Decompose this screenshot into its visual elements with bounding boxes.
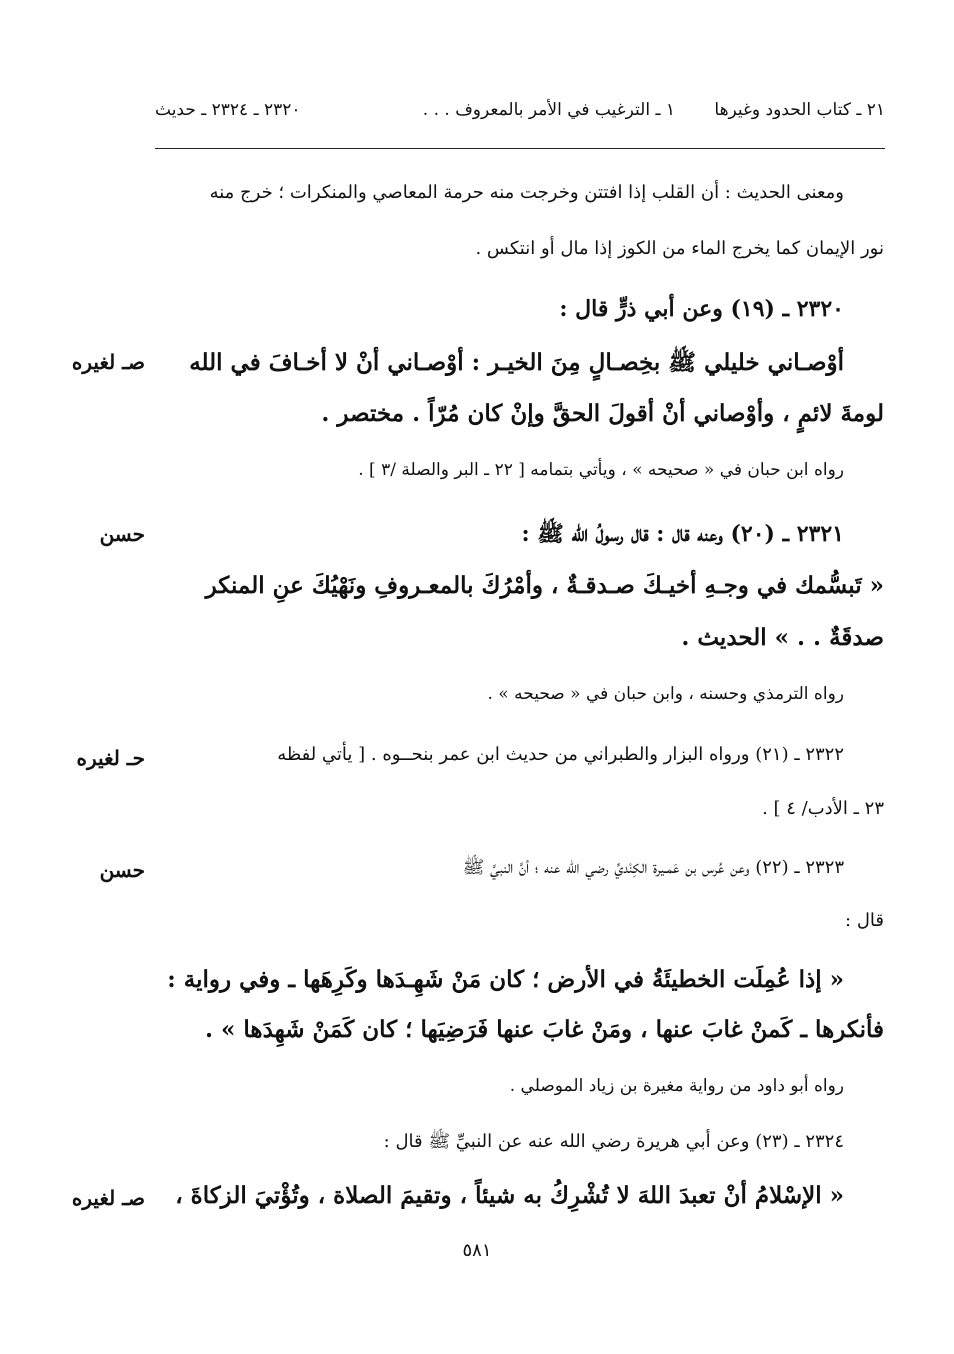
hadith-2321-text-2: صدقَةٌ . . » الحديث .: [681, 624, 884, 651]
hadith-2321-grade: حسن: [99, 522, 145, 546]
hadith-2322-line-2: ٢٣ ـ الأدب/ ٤ ] .: [762, 798, 884, 819]
hadith-range: ٢٣٢٠ ـ ٢٣٢٤ ـ حديث: [155, 100, 301, 120]
running-header: [155, 100, 885, 130]
hadith-2323-source: رواه أبو داود من رواية مغيرة بن زياد الموصلي .: [509, 1076, 844, 1096]
hadith-2320-text-2: لومةَ لائمٍ ، وأوْصاني أنْ أقولَ الحقَّ وإنْ كان مُرّاً . مختصر .: [321, 400, 884, 427]
section-title: ١ ـ الترغيب في الأمر بالمعروف . . .: [422, 100, 675, 120]
hadith-2321-heading: ٢٣٢١ ـ (٢٠) وعنه قال : قال رسولُ الله ﷺ :: [521, 521, 844, 547]
chapter-title: ٢١ ـ كتاب الحدود وغيرها: [714, 100, 885, 120]
hadith-2324-text-1: « الإسْلامُ أنْ تعبدَ اللهَ لا تُشْرِكُ به شيئاً ، وتقيمَ الصلاة ، وتُؤْتيَ الزكاةَ ،: [175, 1182, 844, 1209]
hadith-2322-grade: حـ لغيره: [76, 746, 145, 770]
hadith-2321-source: رواه الترمذي وحسنه ، وابن حبان في « صحيحه » .: [487, 684, 844, 704]
hadith-2320-heading: ٢٣٢٠ ـ (١٩) وعن أبي ذرٍّ قال :: [559, 296, 844, 322]
hadith-2323-grade: حسن: [99, 858, 145, 882]
hadith-2320-text-1: أوْصـاني خليلي ﷺ بخِصـالٍ مِنَ الخيـر : أوْصـاني أنْ لا أخـافَ في الله: [189, 349, 844, 376]
hadith-2320-grade: صـ لغيره: [71, 350, 145, 374]
hadith-2321-text-1: « تَبسُّمك في وجـهِ أخيـكَ صـدقـةٌ ، وأمْرُكَ بالمعـروفِ ونَهْيُكَ عنِ المنكر: [205, 572, 884, 599]
header-divider: [155, 148, 885, 149]
hadith-2323-heading: ٢٣٢٣ ـ (٢٢) وعن عُرس بن عَمـيرة الكِنْديِّ رضي الله عنه ؛ أنَّ النبيَّ ﷺ: [462, 857, 844, 878]
hadith-2324-grade: صـ لغيره: [71, 1186, 145, 1210]
intro-line-1: ومعنى الحديث : أن القلب إذا افتتن وخرجت منه حرمة المعاصي والمنكرات ؛ خرج منه: [209, 182, 844, 203]
intro-line-2: نور الإيمان كما يخرج الماء من الكوز إذا مال أو انتكس .: [475, 238, 884, 259]
hadith-2323-heading-2: قال :: [845, 910, 884, 931]
hadith-2323-text-1: « إذا عُمِلَت الخطيئَةُ في الأرض ؛ كان مَنْ شَهِـدَها وكَرِهَها ـ وفي رواية :: [167, 966, 844, 993]
hadith-2322-line-1: ٢٣٢٢ ـ (٢١) ورواه البزار والطبراني من حديث ابن عمر بنحــوه . [ يأتي لفظه: [277, 744, 844, 765]
hadith-2323-text-2: فأنكرها ـ كَمنْ غابَ عنها ، ومَنْ غابَ عنها فَرَضِيَها ؛ كان كَمَنْ شَهِدَها » .: [205, 1016, 884, 1043]
hadith-2324-heading: ٢٣٢٤ ـ (٢٣) وعن أبي هريرة رضي الله عنه عن النبيِّ ﷺ قال :: [383, 1131, 844, 1152]
hadith-2320-source: رواه ابن حبان في « صحيحه » ، ويأتي بتمامه [ ٢٢ ـ البر والصلة /٣ ] .: [358, 460, 844, 480]
page-number: ٥٨١: [462, 1240, 492, 1261]
